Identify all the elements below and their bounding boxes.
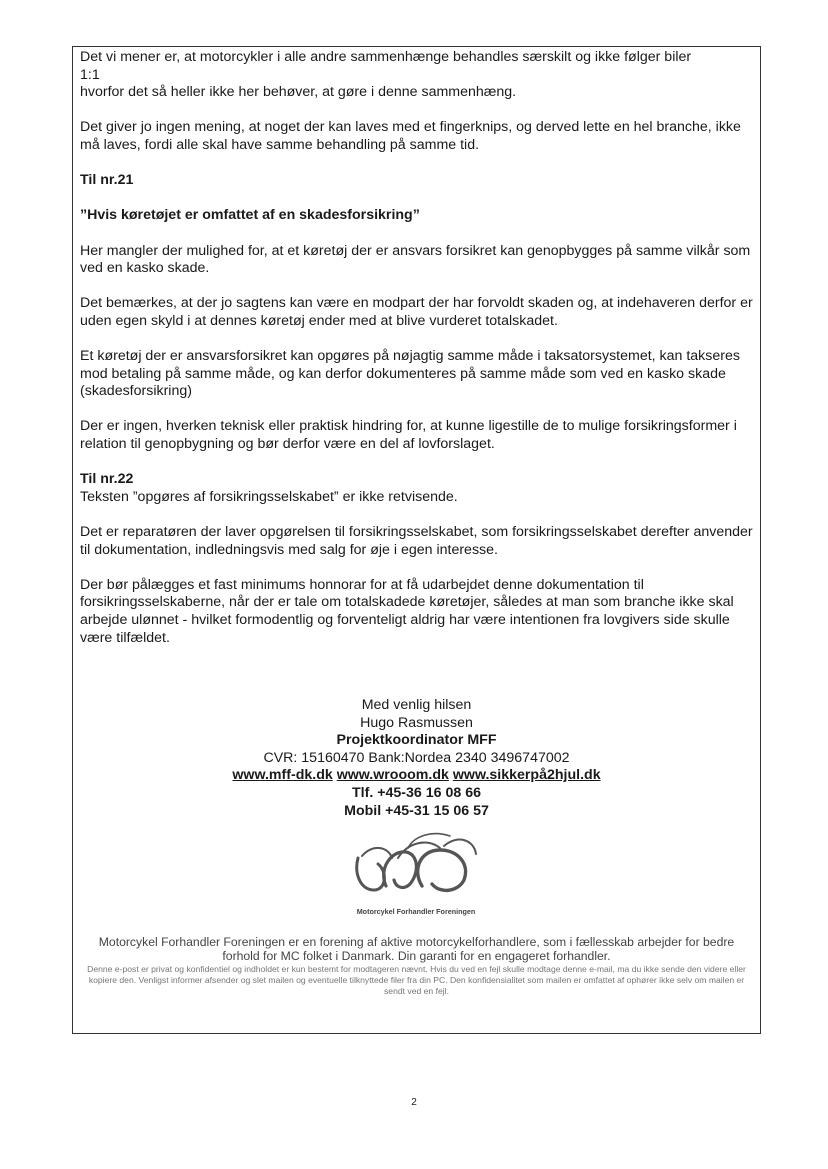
page-number: 2 (411, 1097, 417, 1108)
association-description: Motorcykel Forhandler Foreningen er en forening af aktive motorcykelforhandlere, som i fællesskab arbejder for bedre forhold for MC folket i Danmark. Din garanti for en engageret forhandler. (98, 935, 735, 963)
logo-caption: Motorcykel Forhandler Foreningen (356, 907, 476, 916)
paragraph: Det bemærkes, at der jo sagtens kan være en modpart der har forvoldt skaden og, at indehaveren derfor er uden egen skyld i at dennes køretøj ender med at blive vurderet totalskadet. (80, 295, 753, 329)
paragraph: Der bør pålægges et fast minimums honnorar for at få udarbejdet denne dokumentation til forsikringsselskaberne, når der er tale om totalskadede køretøjer, således at man som branche ikke skal arbejde ulønnet - hvilket formodentlig og forventeligt aldrig har være intentionen fra lovgivers side skulle være tilfældet. (80, 576, 734, 646)
paragraph: Det er reparatøren der laver opgørelsen til forsikringsselskabet, som forsikringsselskabet derefter anvender til dokumentation, indledningsvis med salg for øje i egen interesse. (80, 524, 753, 558)
confidentiality-disclaimer: Denne e-post er privat og konfidentiel og indholdet er kun bestemt for modtageren nævnt. Hvis du ved en fejl skulle modtage denne e-mail, ma du ikke sende den videre eller kopiere den. Venligst informer afsender og slet mailen og eventuelle tilknyttede filer fra din PC. Den konfidensialitet som mailen er omfattet af ophører ikke selv om mailen er sendt ved en fejl. (87, 964, 746, 996)
paragraph: Der er ingen, hverken teknisk eller praktisk hindring for, at kunne ligestille de to mulige forsikringsformer i relation til genopbygning og bør derfor være en del af lovforslaget. (80, 418, 737, 453)
link-mff[interactable]: www.mff-dk.dk (232, 767, 333, 784)
section-heading-22: Til nr.22 (80, 471, 134, 488)
signer-role: Projektkoordinator MFF (336, 732, 497, 749)
phone-number: Tlf. +45-36 16 08 66 (352, 784, 481, 801)
mff-logo (348, 828, 484, 918)
greeting: Med venlig hilsen (361, 697, 472, 713)
paragraph: Teksten ”opgøres af forsikringsselskabet” er ikke retvisende. (80, 488, 458, 505)
footer (82, 935, 751, 997)
mobile-number: Mobil +45-31 15 06 57 (344, 802, 489, 819)
link-sikkerpaa2hjul[interactable]: www.sikkerpå2hjul.dk (452, 767, 601, 784)
section-quote-21: ”Hvis køretøjet er omfattet af en skadesforsikring” (80, 207, 420, 224)
letter-body (80, 49, 755, 665)
paragraph: Et køretøj der er ansvarsforsikret kan opgøres på nøjagtig samme måde i taksatorsystemet, kan takseres mod betaling på samme måde, og kan derfor dokumenteres på samme måde som ved en kasko skade (skadesforsikring) (80, 348, 740, 400)
link-wrooom[interactable]: www.wrooom.dk (336, 767, 449, 784)
signature-block (72, 697, 761, 820)
paragraph: hvorfor det så heller ikke her behøver, at gøre i denne sammenhæng. (80, 84, 517, 101)
paragraph: Det vi mener er, at motorcykler i alle andre sammenhænge behandles særskilt og ikke følger biler (80, 49, 692, 65)
paragraph: 1:1 (80, 66, 100, 83)
section-heading-21: Til nr.21 (80, 172, 134, 189)
paragraph: Her mangler der mulighed for, at et køretøj der er ansvars forsikret kan genopbygges på samme vilkår som ved en kasko skade. (80, 242, 751, 277)
mff-logo-icon (348, 828, 484, 918)
paragraph: Det giver jo ingen mening, at noget der kan laves med et fingerknips, og derved lette en hel branche, ikke må laves, fordi alle skal have samme behandling på samme tid. (80, 119, 741, 153)
cvr-bank-info: CVR: 15160470 Bank:Nordea 2340 3496747002 (263, 749, 570, 766)
signer-name: Hugo Rasmussen (360, 714, 473, 731)
website-links (72, 767, 761, 785)
